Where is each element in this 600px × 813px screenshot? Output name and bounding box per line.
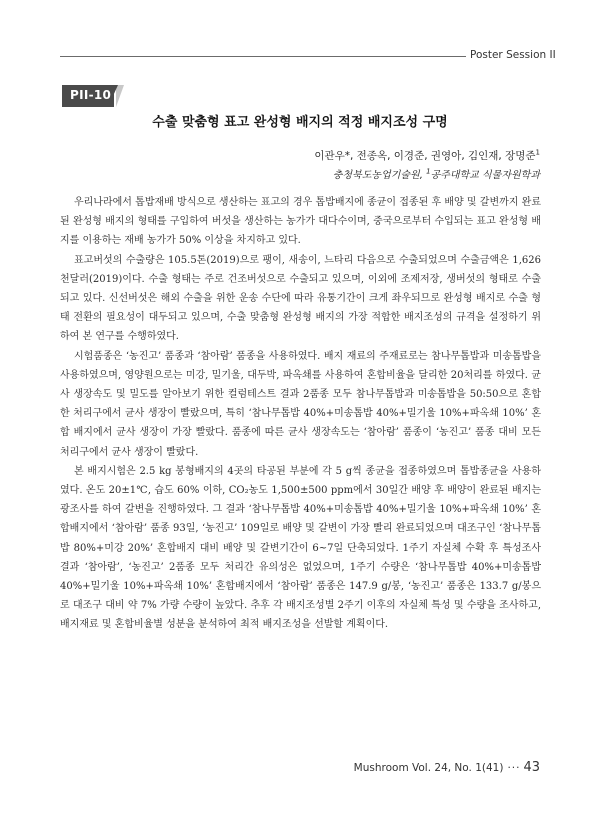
author-superscript: 1 [535, 148, 540, 157]
paragraph-intro: 우리나라에서 톱밥재배 방식으로 생산하는 표고의 경우 톱밥배지에 종균이 접종된 후 배양 및 갈변까지 완료된 완성형 배지의 형태를 구입하여 버섯을 생산하는 농가가 대다수이며, 중국으로부터 수입되는 표고 완성형 배지를 이용하는 재배 농가가 50% 이상을 차지하고 있다. [60, 197, 541, 247]
poster-tag [62, 85, 124, 107]
paragraph-export: 표고버섯의 수출량은 105.5톤(2019)으로 팽이, 새송이, 느타리 다음으로 수출되었으며 수출금액은 1,626천달러(2019)이다. 수출 형태는 주로 건조버섯으로 수출되고 있으며, 이외에 조제저장, 생버섯의 형태로 수출되고 있다. 신선버섯은 해외 수출을 위한 운송 수단에 따라 유통기간이 크게 좌우되므로 완성형 배지로 수출 형태 전환의 필요성이 대두되고 있으며, 수출 맞춤형 완성형 배지의 가장 적합한 배지조성의 규격을 설정하기 위하여 본 연구를 수행하였다. [60, 254, 541, 343]
affiliation-main: 충청북도농업기술원, [332, 170, 423, 181]
paragraph-results: 본 배지시험은 2.5 kg 봉형배지의 4곳의 타공된 부분에 각 5 g씩 종균을 접종하였으며 톱밥종균을 사용하였다. 온도 20±1℃, 습도 60% 이하, CO₂농도 1,500±500 ppm에서 30일간 배양 후 배양이 완료된 배지는 광조사를 하여 갈변을 진행하였다. 그 결과 ‘참나무톱밥 40%+미송톱밥 40%+밀기울 10%+파옥쇄 10%’ 혼합배지에서 ‘참아람’ 품종 93일, ‘농진고’ 109일로 배양 및 갈변이 가장 빨리 완료되었으며 대조구인 ‘참나무톱밥 80%+미강 20%’ 혼합배지 대비 배양 및 갈변기간이 6~7일 단축되었다. 1주기 자실체 수확 후 특성조사 결과 ‘참아람’, ‘농진고’ 2품종 모두 처리간 유의성은 없었으며, 1주기 수량은 ‘참나무톱밥 40%+미송톱밥 40%+밀기울 10%+파옥쇄 10%’ 혼합배지에서 ‘참아람’ 품종은 147.9 g/봉, ‘농진고’ 품종은 133.7 g/봉으로 대조구 대비 약 7% 가량 수량이 높았다. 추후 각 배지조성별 2주기 이후의 자실체 특성 및 수량을 조사하고, 배지재료 및 혼합비율별 성분을 분석하여 최적 배지조성을 선발할 계획이다. [60, 465, 541, 631]
author-line [314, 148, 540, 163]
header-rule [60, 56, 466, 57]
page-number: 43 [523, 760, 540, 775]
paragraph-method: 시험품종은 ‘농진고’ 품종과 ‘참아람’ 품종을 사용하였다. 배지 재료의 주재료로는 참나무톱밥과 미송톱밥을 사용하였으며, 영양원으로는 미강, 밀기울, 대두박, 파옥쇄를 사용하여 혼합비율을 달리한 20처리를 하였다. 균사 생장속도 및 밀도를 알아보기 위한 컬럼테스트 결과 2품종 모두 참나무톱밥과 미송톱밥을 50:50으로 혼합한 처리구에서 균사 생장이 빨랐으며, 특히 ‘참나무톱밥 40%+미송톱밥 40%+밀기울 10%+파옥쇄 10%’ 혼합 배지에서 균사 생장이 가장 빨랐다. 품종에 따른 균사 생장속도는 ‘참아람’ 품종이 ‘농진고’ 품종 대비 모든 처리구에서 균사 생장이 빨랐다. [60, 350, 541, 458]
affiliation-second: 공주대학교 식물자원학과 [430, 170, 540, 181]
poster-tag-label: PII-10 [70, 88, 112, 102]
page-footer [354, 760, 540, 775]
journal-citation: Mushroom Vol. 24, No. 1(41) [353, 762, 504, 774]
abstract-body [60, 193, 541, 635]
footer-separator: ··· [507, 762, 521, 774]
author-names: 이관우*, 전종옥, 이경준, 권영아, 김인재, 장명준 [314, 150, 536, 162]
affiliation-line [333, 166, 540, 181]
affiliation-superscript: 1 [426, 167, 431, 176]
session-label: Poster Session II [470, 49, 556, 61]
poster-title: 수출 맞춤형 표고 완성형 배지의 적정 배지조성 구명 [152, 115, 448, 130]
